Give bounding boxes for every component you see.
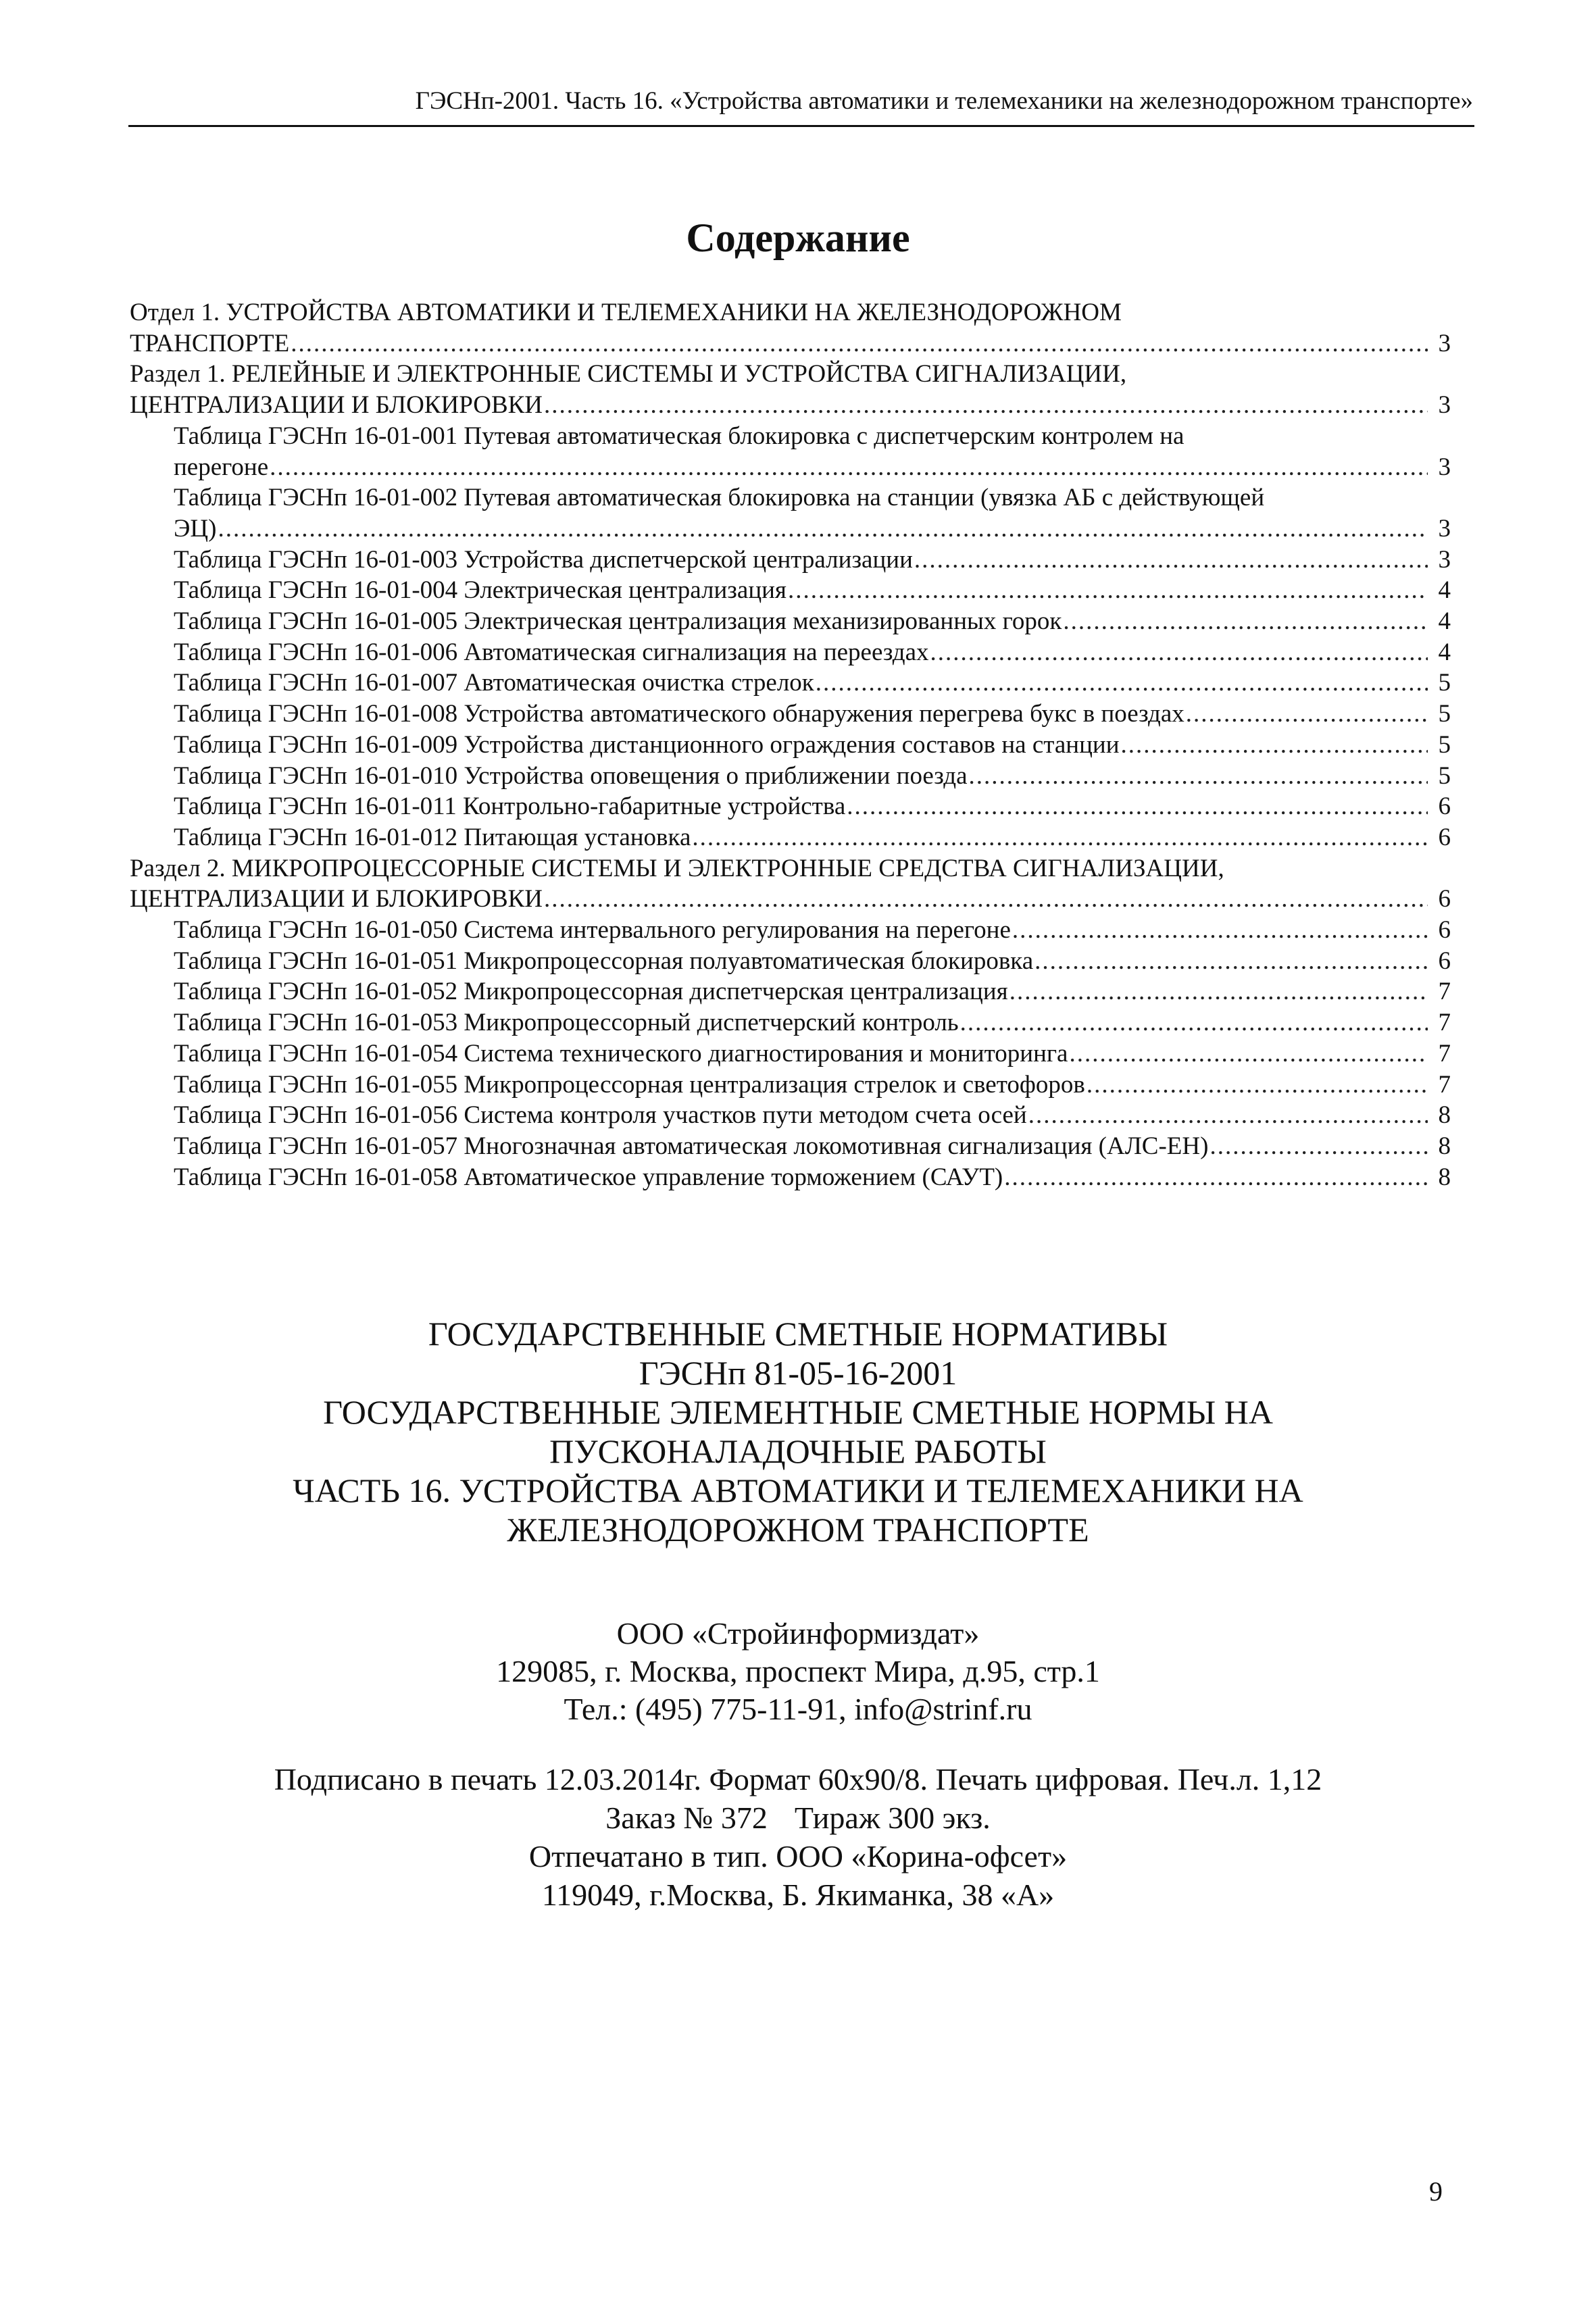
dot-leader [816,668,1428,699]
toc-entry-text: ЭЦ) [174,514,217,543]
toc-leader-line [174,1100,1451,1131]
toc-table-entry[interactable] [130,946,1451,977]
toc-table-entry[interactable] [130,1100,1451,1131]
toc-table-entry[interactable] [130,761,1451,792]
toc-entry-text: Таблица ГЭСНп 16-01-005 Электрическая централизация механизированных горок [174,607,1062,636]
toc-entry-text: Таблица ГЭСНп 16-01-001 Путевая автоматическая блокировка с диспетчерским контролем на [174,422,1184,450]
dot-leader [218,513,1428,545]
toc-entry-text: Раздел 1. РЕЛЕЙНЫЕ И ЭЛЕКТРОННЫЕ СИСТЕМЫ И УСТРОЙСТВА СИГНАЛИЗАЦИИ, [130,360,1127,388]
toc-leader-line [174,730,1451,761]
toc-leader-line [174,976,1451,1007]
toc-table-entry[interactable] [130,545,1451,576]
toc-page-number: 8 [1438,1163,1451,1191]
toc-table-entry[interactable] [130,791,1451,822]
dot-leader [692,822,1428,853]
norms-title-line: ГЭСНп 81-05-16-2001 [639,1354,957,1392]
toc-page-number: 7 [1438,978,1451,1006]
publisher-address: 129085, г. Москва, проспект Мира, д.95, стр.1 [496,1654,1100,1688]
toc-table-entry[interactable] [130,1131,1451,1162]
imprint-order: Заказ № 372 [605,1801,768,1835]
dot-leader [1004,1162,1428,1193]
toc-entry-text: Таблица ГЭСНп 16-01-004 Электрическая централизация [174,576,787,605]
toc-page-number: 3 [1438,453,1451,481]
toc-entry-text: Таблица ГЭСНп 16-01-053 Микропроцессорный диспетчерский контроль [174,1009,959,1037]
toc-entry-text: Таблица ГЭСНп 16-01-006 Автоматическая сигнализация на переездах [174,638,929,666]
toc-page-number: 5 [1438,669,1451,697]
toc-leader-line [174,545,1451,576]
toc-entry-text: Таблица ГЭСНп 16-01-009 Устройства дистанционного ограждения составов на станции [174,730,1120,759]
dot-leader [960,1007,1428,1038]
toc-entry-text: Таблица ГЭСНп 16-01-056 Система контроля участков пути методом счета осей [174,1101,1027,1130]
toc-page-number: 7 [1438,1009,1451,1037]
dot-leader [930,637,1428,668]
toc-page-number: 6 [1438,885,1451,913]
toc-entry-text: ТРАНСПОРТЕ [130,329,290,357]
toc-leader-line [174,1162,1451,1193]
imprint-block [0,1760,1596,1914]
imprint-run: Тираж 300 экз. [794,1801,991,1835]
toc-page-number: 5 [1438,730,1451,759]
toc-leader-line [174,946,1451,977]
toc-leader-line [174,822,1451,853]
dot-leader [1012,915,1428,946]
imprint-signed: Подписано в печать 12.03.2014г. Формат 60х90/8. Печать цифровая. Печ.л. 1,12 [274,1762,1322,1796]
toc-page-number: 7 [1438,1039,1451,1067]
toc-page-number: 6 [1438,916,1451,945]
dot-leader [1210,1131,1428,1162]
toc-table-entry[interactable] [130,1007,1451,1038]
toc-leader-line [130,328,1451,359]
imprint-printed-by: Отпечатано в тип. ООО «Корина-офсет» [528,1839,1068,1873]
toc-entry-text: Таблица ГЭСНп 16-01-011 Контрольно-габаритные устройства [174,793,846,821]
dot-leader [1186,699,1428,730]
toc-leader-line [174,699,1451,730]
toc-entry-text: Таблица ГЭСНп 16-01-055 Микропроцессорная централизация стрелок и светофоров [174,1070,1085,1099]
publisher-block [0,1615,1596,1728]
norms-title-line: ЖЕЛЕЗНОДОРОЖНОМ ТРАНСПОРТЕ [507,1511,1089,1549]
toc-leader-line [174,606,1451,637]
dot-leader [291,328,1428,359]
norms-title-line: ГОСУДАРСТВЕННЫЕ СМЕТНЫЕ НОРМАТИВЫ [428,1315,1168,1353]
toc-page-number: 3 [1438,514,1451,543]
toc-entry-text: Таблица ГЭСНп 16-01-010 Устройства оповещения о приближении поезда [174,761,968,790]
dot-leader [270,452,1428,483]
imprint-printer-address: 119049, г.Москва, Б. Якиманка, 38 «А» [541,1878,1055,1912]
toc-table-entry[interactable] [130,606,1451,637]
toc-page-number: 5 [1438,700,1451,728]
toc-leader-line [174,1070,1451,1101]
running-header: ГЭСНп-2001. Часть 16. «Устройства автоматики и телемеханики на железнодорожном транспорте» [415,87,1473,115]
toc-section-entry[interactable] [130,297,1451,359]
dot-leader [1009,976,1428,1007]
toc-leader-line [174,575,1451,606]
toc-entry-text: ЦЕНТРАЛИЗАЦИИ И БЛОКИРОВКИ [130,391,543,420]
dot-leader [914,545,1428,576]
toc-leader-line [130,390,1451,421]
publisher-name: ООО «Стройинформиздат» [616,1616,980,1651]
toc-table-entry[interactable] [130,421,1451,482]
toc-table-entry[interactable] [130,1162,1451,1193]
toc-entry-text: Таблица ГЭСНп 16-01-007 Автоматическая очистка стрелок [174,669,814,697]
toc-entry-text: Таблица ГЭСНп 16-01-002 Путевая автоматическая блокировка на станции (увязка АБ с действующей [174,484,1265,512]
toc-page-number: 7 [1438,1070,1451,1099]
dot-leader [1063,606,1428,637]
toc-page-number: 6 [1438,947,1451,975]
toc-entry-text: ЦЕНТРАЛИЗАЦИИ И БЛОКИРОВКИ [130,885,543,913]
toc-entry-text: Таблица ГЭСНп 16-01-050 Система интервального регулирования на перегоне [174,916,1011,945]
toc-table-entry[interactable] [130,699,1451,730]
toc-leader-line [174,513,1451,545]
toc-leader-line [174,791,1451,822]
toc-entry-text: Таблица ГЭСНп 16-01-003 Устройства диспетчерской централизации [174,545,913,574]
header-rule [128,125,1474,127]
toc-page-number: 4 [1438,576,1451,605]
dot-leader [788,575,1428,606]
dot-leader [1034,946,1428,977]
toc-table-entry[interactable] [130,575,1451,606]
toc-table-entry[interactable] [130,976,1451,1007]
toc-leader-line [174,1007,1451,1038]
toc-leader-line [174,637,1451,668]
dot-leader [1069,1038,1428,1070]
publisher-contact: Тел.: (495) 775-11-91, info@strinf.ru [564,1692,1032,1726]
dot-leader [1087,1070,1428,1101]
imprint-order-line [0,1799,1596,1837]
toc-leader-line [174,668,1451,699]
toc-page-number: 8 [1438,1101,1451,1130]
toc-leader-line [174,452,1451,483]
toc-page-number: 6 [1438,793,1451,821]
dot-leader [969,761,1428,792]
dot-leader [544,884,1428,915]
toc-table-entry[interactable] [130,822,1451,853]
toc-entry-text: Таблица ГЭСНп 16-01-057 Многозначная автоматическая локомотивная сигнализация (АЛС-ЕН) [174,1132,1209,1160]
dot-leader [544,390,1428,421]
toc-title: Содержание [686,216,910,260]
norms-title-line: ПУСКОНАЛАДОЧНЫЕ РАБОТЫ [549,1432,1047,1470]
toc-table-entry[interactable] [130,730,1451,761]
toc-table-entry[interactable] [130,1070,1451,1101]
toc-table-entry[interactable] [130,915,1451,946]
norms-title-block [0,1314,1596,1549]
toc-page-number: 5 [1438,761,1451,790]
toc-page-number: 4 [1438,638,1451,666]
toc-entry-text: Таблица ГЭСНп 16-01-051 Микропроцессорная полуавтоматическая блокировка [174,947,1034,975]
dot-leader [1121,730,1428,761]
toc-page-number: 8 [1438,1132,1451,1160]
toc-leader-line [174,915,1451,946]
toc-leader-line [174,761,1451,792]
toc-entry-text: Отдел 1. УСТРОЙСТВА АВТОМАТИКИ И ТЕЛЕМЕХАНИКИ НА ЖЕЛЕЗНОДОРОЖНОМ [130,299,1122,326]
toc-table-entry[interactable] [130,668,1451,699]
toc-entry-text: Таблица ГЭСНп 16-01-058 Автоматическое управление торможением (САУТ) [174,1163,1003,1191]
toc-leader-line [174,1131,1451,1162]
toc-section-entry[interactable] [130,359,1451,420]
toc-table-entry[interactable] [130,1038,1451,1070]
toc-entry-text: Таблица ГЭСНп 16-01-052 Микропроцессорная диспетчерская централизация [174,978,1008,1006]
table-of-contents [130,297,1451,1192]
toc-table-entry[interactable] [130,637,1451,668]
toc-page-number: 3 [1438,391,1451,420]
toc-table-entry[interactable] [130,482,1451,544]
toc-entry-text: перегоне [174,453,269,481]
norms-title-line: ГОСУДАРСТВЕННЫЕ ЭЛЕМЕНТНЫЕ СМЕТНЫЕ НОРМЫ НА [323,1393,1273,1431]
toc-page-number: 6 [1438,823,1451,851]
toc-section-entry[interactable] [130,853,1451,915]
toc-leader-line [174,1038,1451,1070]
dot-leader [847,791,1428,822]
toc-entry-text: Таблица ГЭСНп 16-01-008 Устройства автоматического обнаружения перегрева букс в поездах [174,700,1184,728]
page-number: 9 [1429,2176,1443,2207]
toc-page-number: 3 [1438,329,1451,357]
toc-entry-text: Таблица ГЭСНп 16-01-054 Система технического диагностирования и мониторинга [174,1039,1068,1067]
toc-leader-line [130,884,1451,915]
toc-page-number: 4 [1438,607,1451,636]
dot-leader [1028,1100,1428,1131]
toc-page-number: 3 [1438,545,1451,574]
toc-entry-text: Раздел 2. МИКРОПРОЦЕССОРНЫЕ СИСТЕМЫ И ЭЛЕКТРОННЫЕ СРЕДСТВА СИГНАЛИЗАЦИИ, [130,854,1224,882]
toc-entry-text: Таблица ГЭСНп 16-01-012 Питающая установка [174,823,691,851]
norms-title-line: ЧАСТЬ 16. УСТРОЙСТВА АВТОМАТИКИ И ТЕЛЕМЕХАНИКИ НА [293,1472,1303,1509]
